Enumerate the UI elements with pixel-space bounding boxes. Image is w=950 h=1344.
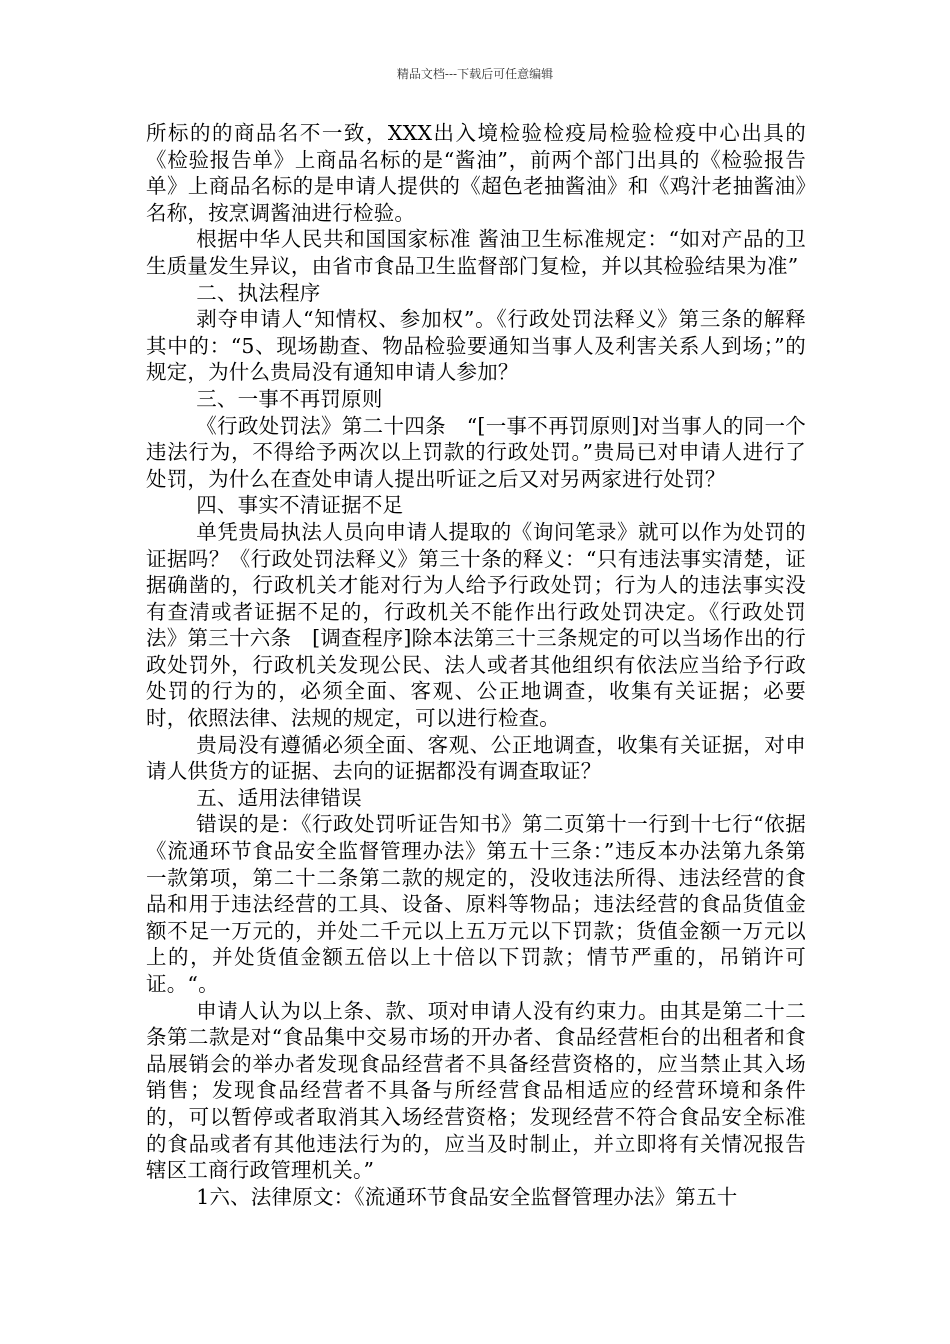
paragraph: 错误的是：《行政处罚听证告知书》第二页第十一行到十七行“依据《流通环节食品安全监督管理办法》第五十三条：”违反本办法第九条第一款第项，第二十二条第二款的规定的，没收违法所得、违法经营的食品和用于违法经营的工具、设备、原料等物品；违法经营的食品货值金额不足一万元的，并处二千元以上五万元以下罚款；货值金额一万元以上的，并处货值金额五倍以上十倍以下罚款；情节严重的，吊销许可证。“。 <box>146 812 806 996</box>
paragraph: 1六、法律原文：《流通环节食品安全监督管理办法》第五十 <box>196 1184 738 1209</box>
document-body <box>146 120 806 1210</box>
paragraph: 贵局没有遵循必须全面、客观、公正地调查，收集有关证据，对申请人供货方的证据、去向的证据都没有调查取证？ <box>146 732 806 784</box>
section-heading: 四、事实不清证据不足 <box>196 493 404 518</box>
paragraph: 根据中华人民共和国国家标准 酱油卫生标准规定：“如对产品的卫生质量发生异议，由省市食品卫生监督部门复检，并以其检验结果为准” <box>146 227 806 278</box>
section-heading: 三、一事不再罚原则 <box>196 386 383 411</box>
paragraph: 《行政处罚法》第二十四条 “[一事不再罚原则]对当事人的同一个违法行为，不得给予两次以上罚款的行政处罚。”贵局已对申请人进行了处罚，为什么在查处申请人提出听证之后又对另两家进行处罚？ <box>146 413 806 491</box>
paragraph: 剥夺申请人“知情权、参加权”。《行政处罚法释义》第三条的解释其中的：“5、现场勘查、物品检验要通知当事人及利害关系人到场；”的规定，为什么贵局没有通知申请人参加？ <box>146 307 806 385</box>
paragraph: 单凭贵局执法人员向申请人提取的《询问笔录》就可以作为处罚的证据吗？《行政处罚法释义》第三十条的释义：“只有违法事实清楚，证据确凿的，行政机关才能对行为人给予行政处罚；行为人的违法事实没有查清或者证据不足的，行政机关不能作出行政处罚决定。《行政处罚法》第三十六条 [调查程序]除本法第三十三条规定的可以当场作出的行政处罚外，行政机关发现公民、法人或者其他组织有依法应当给予行政处罚的行为的，必须全面、客观、公正地调查，收集有关证据；必要时，依照法律、法规的规定，可以进行检查。 <box>146 519 806 731</box>
section-heading: 二、执法程序 <box>196 280 321 305</box>
paragraph: 所标的的商品名不一致，XXX出入境检验检疫局检验检疫中心出具的《检验报告单》上商品名标的是“酱油”，前两个部门出具的《检验报告单》上商品名标的是申请人提供的《超色老抽酱油》和《鸡汁老抽酱油》名称，按烹调酱油进行检验。 <box>146 121 806 225</box>
page-header: 精品文档---下载后可任意编辑 <box>396 67 554 81</box>
paragraph: 申请人认为以上条、款、项对申请人没有约束力。由其是第二十二条第二款是对“食品集中交易市场的开办者、食品经营柜台的出租者和食品展销会的举办者发现食品经营者不具备经营资格的，应当禁止其入场销售；发现食品经营者不具备与所经营食品相适应的经营环境和条件的，可以暂停或者取消其入场经营资格；发现经营不符合食品安全标准的食品或者有其他违法行为的，应当及时制止，并立即将有关情况报告辖区工商行政管理机关。” <box>146 998 806 1183</box>
section-heading: 五、适用法律错误 <box>196 785 362 810</box>
